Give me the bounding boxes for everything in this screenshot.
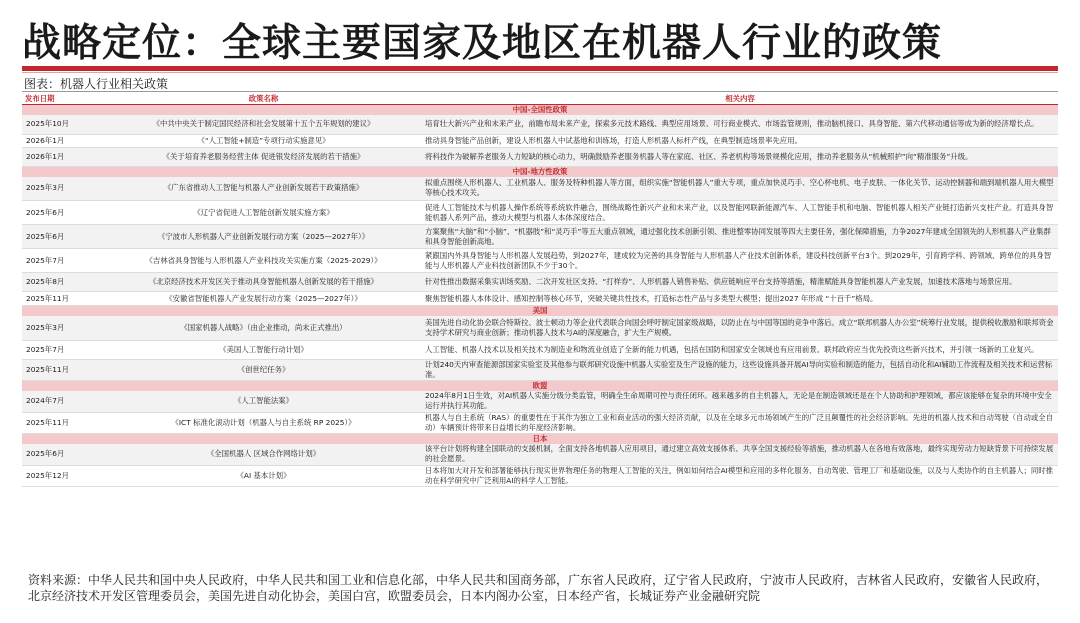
table-row — [22, 177, 1058, 201]
policy-content: 日本将加大对开发和部署能够执行现实世界物理任务的物理人工智能的关注，例如如何结合AI模型和应用的多样化服务、自动驾驶、管理工厂和基础设施，以及与人类协作的自主机器人；同时推动在科学研究中广泛利用AI的科学人工智能。 — [422, 465, 1058, 486]
figure-caption: 图表：机器人行业相关政策 — [24, 77, 169, 91]
policy-content: 方案聚焦“大脑”和“小脑”、“机器肢”和“灵巧手”等五大重点领域，通过强化技术创新引领、推进整零协同发展等四大主要任务，强化保障措施，力争2027年建成全国领先的人形机器人产业集群和具身智能创新高地。 — [422, 225, 1058, 249]
table-row — [22, 225, 1058, 249]
section-label: 中国-地方性政策 — [22, 166, 1058, 177]
caption-divider — [22, 91, 1058, 92]
section-label: 欧盟 — [22, 380, 1058, 391]
section-label: 中国-全国性政策 — [22, 105, 1058, 116]
policy-name: 《安徽省智能机器人产业发展行动方案（2025—2027年）》 — [105, 292, 422, 306]
table-row — [22, 249, 1058, 273]
table-body — [22, 105, 1058, 487]
policy-content: 机器人与自主系统（RAS）的重要性在于其作为独立工业和商业活动的强大经济贡献，以及在全球多元市场领域产生的广泛且颠覆性的社会经济影响。先进的机器人技术和自动驾驶（自动或全自动）车辆预计将带来日益增长的年度经济影响。 — [422, 413, 1058, 434]
policy-name: 《国家机器人战略》（由企业推动，尚未正式推出） — [105, 316, 422, 340]
policy-content: 人工智能、机器人技术以及相关技术为制造业和物流业创造了全新的能力机遇，包括在国防和国家安全领域也有应用前景。联邦政府应当优先投资这些新兴技术，并引领一场新的工业复兴。 — [422, 340, 1058, 359]
policy-content: 培育壮大新兴产业和未来产业，前瞻布局未来产业，探索多元技术路线、典型应用场景、可行商业模式、市场监管规则，推动脑机接口、具身智能、第六代移动通信等成为新的经济增长点。 — [422, 115, 1058, 134]
policy-date: 2025年7月 — [22, 340, 105, 359]
table-row — [22, 316, 1058, 340]
policy-date: 2025年8月 — [22, 273, 105, 292]
policy-content: 针对性推出数据采集实训场奖励、二次开发社区支持、“打样券”、人形机器人销售补贴、供应链响应平台支持等措施，精准赋能具身智能机器人产业发展，加速技术落地与场景应用。 — [422, 273, 1058, 292]
policy-name: 《全国机器人 区域合作网络计划》 — [105, 444, 422, 465]
policy-name: 《关于培育养老服务经营主体 促进银发经济发展的若干措施》 — [105, 147, 422, 166]
policy-content: 促进人工智能技术与机器人操作系统等系统软件融合，围绕战略性新兴产业和未来产业，以及智能网联新能源汽车、人工智能手机和电脑、智能机器人相关产业链打造新兴支柱产业。打造具身智能机器人系列产品，推动大模型与机器人本体深度结合。 — [422, 201, 1058, 225]
table-row — [22, 273, 1058, 292]
header-content: 相关内容 — [422, 93, 1058, 105]
section-row — [22, 166, 1058, 177]
policy-name: 《北京经济技术开发区关于推动具身智能机器人创新发展的若干措施》 — [105, 273, 422, 292]
policy-date: 2025年11月 — [22, 359, 105, 380]
table-row — [22, 391, 1058, 413]
section-label: 美国 — [22, 306, 1058, 317]
policy-date: 2025年6月 — [22, 225, 105, 249]
table-row — [22, 340, 1058, 359]
policy-table — [22, 93, 1058, 487]
policy-content: 美国先进自动化协会联合特斯拉、波士顿动力等企业代表联合向国会呼吁制定国家级战略，以防止在与中国等国的竞争中落后。成立“联邦机器人办公室”统筹行业发展，提供税收激励和联邦资金支持学术研究与商业创新；推动机器人技术与AI的深度融合，扩大生产规模。 — [422, 316, 1058, 340]
table-row — [22, 201, 1058, 225]
table-row — [22, 115, 1058, 134]
section-row — [22, 306, 1058, 317]
section-label: 日本 — [22, 434, 1058, 445]
table-row — [22, 147, 1058, 166]
section-row — [22, 380, 1058, 391]
policy-name: 《AI 基本计划》 — [105, 465, 422, 486]
policy-name: 《广东省推动人工智能与机器人产业创新发展若干政策措施》 — [105, 177, 422, 201]
policy-date: 2024年7月 — [22, 391, 105, 413]
policy-date: 2025年6月 — [22, 444, 105, 465]
policy-content: 将科技作为破解养老服务人力短缺的核心动力，明确鼓励养老服务机器人等在家庭、社区、养老机构等场景规模化应用，推动养老服务从“机械照护”向“精准服务”升级。 — [422, 147, 1058, 166]
table-row — [22, 465, 1058, 486]
policy-date: 2025年7月 — [22, 249, 105, 273]
title-rule-thin — [22, 72, 1058, 73]
policy-name: 《宁波市人形机器人产业创新发展行动方案（2025—2027年）》 — [105, 225, 422, 249]
section-row — [22, 105, 1058, 116]
source-note: 资料来源：中华人民共和国中央人民政府，中华人民共和国工业和信息化部，中华人民共和国商务部，广东省人民政府，辽宁省人民政府，宁波市人民政府，吉林省人民政府，安徽省人民政府，北京经济技术开发区管理委员会，美国先进自动化协会，美国白宫，欧盟委员会，日本内阁办公室，日本经产省，长城证券产业金融研究院 — [28, 573, 1049, 603]
policy-content: 紧跟国内外具身智能与人形机器人发展趋势，到2027年，建成较为完善的具身智能与人形机器人产业技术创新体系，建设科技创新平台3个。到2029年，引育跨学科、跨领域、跨单位的具身智能与人形机器人产业科技创新团队不少于30个。 — [422, 249, 1058, 273]
policy-name: 《创世纪任务》 — [105, 359, 422, 380]
policy-name: 《“人工智能+制造”专项行动实施意见》 — [105, 134, 422, 147]
policy-date: 2025年6月 — [22, 201, 105, 225]
table-row — [22, 444, 1058, 465]
policy-date: 2025年11月 — [22, 413, 105, 434]
policy-name: 《吉林省具身智能与人形机器人产业科技攻关实施方案（2025-2029）》 — [105, 249, 422, 273]
policy-name: 《ICT 标准化滚动计划（机器人与自主系统 RP 2025）》 — [105, 413, 422, 434]
policy-content: 2024年8月1日生效，对AI机器人实施分级分类监管，明确全生命周期可控与责任闭环。越来越多的自主机器人，无论是在制造领域还是在个人协助和护理领域，都应该能够在复杂的环境中安全运行并执行其功能。 — [422, 391, 1058, 413]
table-row — [22, 359, 1058, 380]
table-row — [22, 134, 1058, 147]
policy-content: 推动具身智能产品创新，建设人形机器人中试基地和训练场，打造人形机器人标杆产线，在典型制造场景率先应用。 — [422, 134, 1058, 147]
policy-name: 《人工智能法案》 — [105, 391, 422, 413]
table-row — [22, 413, 1058, 434]
policy-content: 计划240天内审查能源部国家实验室及其他参与联邦研究设施中机器人实验室及生产设施的能力，这些设施具备开展AI导向实验和制造的能力，包括自动化和AI辅助工作流程及相关技术和运营标准。 — [422, 359, 1058, 380]
policy-name: 《中共中央关于制定国民经济和社会发展第十五个五年规划的建议》 — [105, 115, 422, 134]
policy-date: 2025年3月 — [22, 177, 105, 201]
title-rule — [22, 66, 1058, 71]
policy-date: 2026年1月 — [22, 134, 105, 147]
policy-name: 《美国人工智能行动计划》 — [105, 340, 422, 359]
policy-date: 2026年1月 — [22, 147, 105, 166]
header-date: 发布日期 — [22, 93, 105, 105]
header-name: 政策名称 — [105, 93, 422, 105]
policy-date: 2025年11月 — [22, 292, 105, 306]
policy-date: 2025年3月 — [22, 316, 105, 340]
table-row — [22, 292, 1058, 306]
page-title: 战略定位：全球主要国家及地区在机器人行业的政策 — [22, 21, 943, 66]
policy-content: 聚焦智能机器人本体设计、感知控制等核心环节，突破关键共性技术，打造标志性产品与多类型大模型；提出2027 年形成 “十百千”格局。 — [422, 292, 1058, 306]
table-header-row — [22, 93, 1058, 105]
policy-date: 2025年10月 — [22, 115, 105, 134]
section-row — [22, 434, 1058, 445]
policy-date: 2025年12月 — [22, 465, 105, 486]
policy-name: 《辽宁省促进人工智能创新发展实施方案》 — [105, 201, 422, 225]
policy-content: 该平台计划将构建全国联动的支援机制，全面支持各地机器人应用项目，通过建立高效支援体系、共享全国支援经验等措施，推动机器人在各地有效落地，最终实现劳动力短缺背景下可持续发展的社会愿景。 — [422, 444, 1058, 465]
policy-content: 拟重点围绕人形机器人、工业机器人、服务及特种机器人等方面，组织实施“智能机器人”重大专项，重点加快灵巧手、空心杯电机、电子皮肤、一体化关节、运动控制器和端到端机器人用大模型等核心技术攻关。 — [422, 177, 1058, 201]
